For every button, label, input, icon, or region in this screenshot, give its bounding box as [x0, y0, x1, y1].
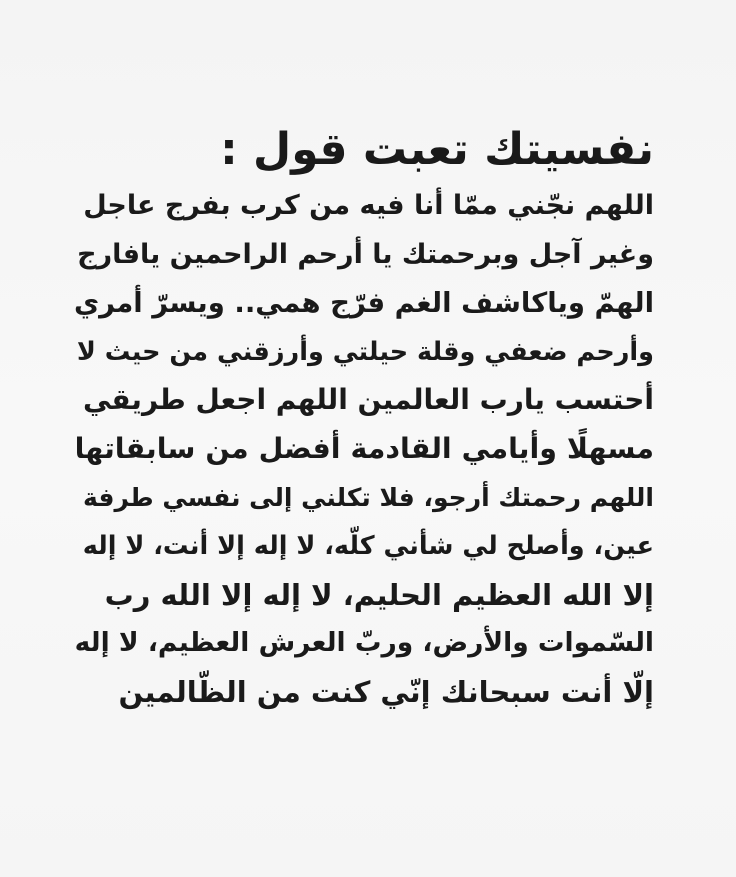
text-line: السّموات والأرض، وربّ العرش العظيم، لا إله: [74, 627, 654, 659]
text-line: مسهلًا وأيامي القادمة أفضل من سابقاتها: [74, 431, 654, 465]
text-line: الهمّ وياكاشف الغم فرّج همي.. ويسرّ أمري: [73, 287, 654, 320]
text-line: إلّا أنت سبحانك إنّي كنت من الظّالمين: [118, 674, 654, 709]
text-line: إلا الله العظيم الحليم، لا إله إلا الله رب: [104, 577, 654, 612]
page-title: نفسيتك تعبت قول :: [220, 124, 654, 175]
text-line: اللهم رحمتك أرجو، فلا تكلني إلى نفسي طرفة: [83, 482, 654, 512]
text-line: عين، وأصلح لي شأني كلّه، لا إله إلا أنت، لا إله: [82, 531, 654, 562]
text-line: وغير آجل وبرحمتك يا أرحم الراحمين يافارج: [77, 238, 654, 270]
text-line: وأرحم ضعفي وقلة حيلتي وأرزقني من حيث لا: [76, 336, 654, 367]
text-line: اللهم نجّني ممّا أنا فيه من كرب بفرج عاجل: [83, 190, 654, 221]
text-line: أحتسب يارب العالمين اللهم اجعل طريقي: [82, 383, 654, 417]
prayer-text-block: [74, 118, 654, 717]
